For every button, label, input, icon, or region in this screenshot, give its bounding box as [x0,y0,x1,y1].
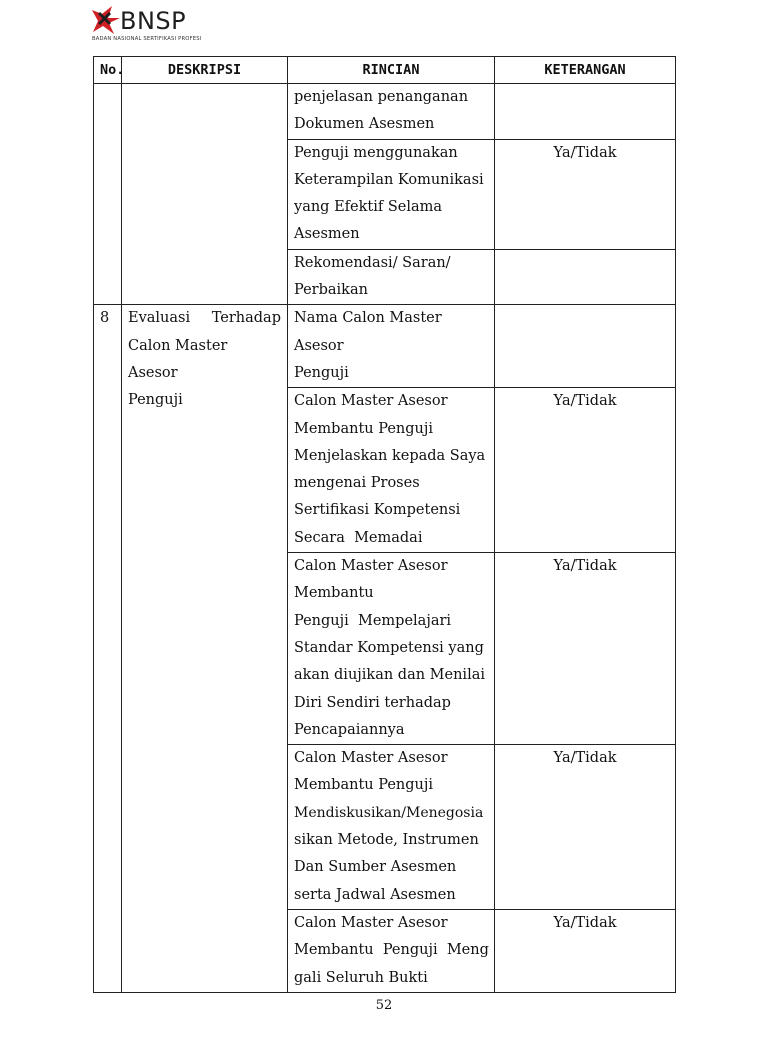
deskripsi-word: Terhadap [211,310,281,327]
rincian-line: Keterampilan Komunikasi [294,171,484,188]
table-row [94,84,676,140]
rincian-line: Pencapaiannya [294,721,405,738]
rincian-line: sikan Metode, Instrumen [294,832,479,849]
rincian-line: Perbaikan [294,282,368,299]
rincian-cell [288,84,495,140]
keterangan-cell [495,249,676,305]
table-row [94,305,676,388]
keterangan-cell [495,84,676,140]
deskripsi-line: Calon Master Asesor [128,337,228,381]
page-number: 52 [375,998,393,1013]
deskripsi-line: Penguji [128,392,183,409]
rincian-line: Standar Kompetensi yang [294,639,484,656]
bnsp-logo [90,4,250,46]
rincian-line: Rekomendasi/ Saran/ [294,254,451,271]
rincian-cell [288,553,495,745]
logo-text: BNSP [120,7,187,35]
table-header-row [94,57,676,84]
rincian-cell [288,139,495,249]
rincian-line: Calon Master Asesor [294,558,448,575]
rincian-line: Membantu [294,585,374,602]
rincian-line: Calon Master Asesor [294,750,448,767]
deskripsi-line [128,305,281,332]
rincian-line: Membantu Penguji [294,777,433,794]
prev-deskripsi-cell [122,84,288,305]
header-no: No. [94,57,122,84]
rincian-line: Diri Sendiri terhadap [294,694,451,711]
header-deskripsi: DESKRIPSI [122,57,288,84]
rincian-cell [288,388,495,553]
bnsp-emblem-icon [90,4,122,36]
rincian-line: Membantu Penguji Meng [294,942,489,959]
rincian-line: yang Efektif Selama [294,199,443,216]
rincian-cell [288,745,495,910]
item-number-cell: 8 [94,305,122,993]
rincian-line: gali Seluruh Bukti [294,969,428,986]
rincian-line: Penguji menggunakan [294,144,458,161]
keterangan-cell: Ya/Tidak [495,553,676,745]
logo-subtitle: BADAN NASIONAL SERTIFIKASI PROFESI [92,36,202,42]
rincian-line: mengenai Proses [294,475,420,492]
rincian-line: Dokumen Asesmen [294,116,435,133]
deskripsi-word: Evaluasi [128,310,191,327]
rincian-line: Mendiskusikan/Menegosia [294,804,484,821]
rincian-line: Asesmen [294,226,360,243]
keterangan-cell: Ya/Tidak [495,745,676,910]
rincian-cell [288,249,495,305]
prev-no-cell [94,84,122,305]
keterangan-cell: Ya/Tidak [495,139,676,249]
rincian-line: Penguji Mempelajari [294,612,452,629]
keterangan-cell [495,305,676,388]
rincian-line: Calon Master Asesor [294,914,448,931]
header-keterangan: KETERANGAN [495,57,676,84]
rincian-line: Penguji [294,364,349,381]
rincian-line: Dan Sumber Asesmen [294,859,457,876]
keterangan-cell: Ya/Tidak [495,909,676,992]
keterangan-cell: Ya/Tidak [495,388,676,553]
rincian-cell [288,305,495,388]
rincian-line: Nama Calon Master Asesor [294,310,442,354]
deskripsi-cell [122,305,288,993]
rincian-line: Calon Master Asesor [294,393,448,410]
rincian-cell [288,909,495,992]
rincian-line: akan diujikan dan Menilai [294,667,485,684]
rincian-line: penjelasan penanganan [294,89,469,105]
rincian-line: serta Jadwal Asesmen [294,886,456,903]
rincian-line: Membantu Penguji [294,420,433,437]
evaluation-table [93,56,676,993]
rincian-line: Sertifikasi Kompetensi [294,502,461,519]
rincian-line: Menjelaskan kepada Saya [294,447,486,464]
rincian-line: Secara Memadai [294,529,423,546]
header-rincian: RINCIAN [288,57,495,84]
